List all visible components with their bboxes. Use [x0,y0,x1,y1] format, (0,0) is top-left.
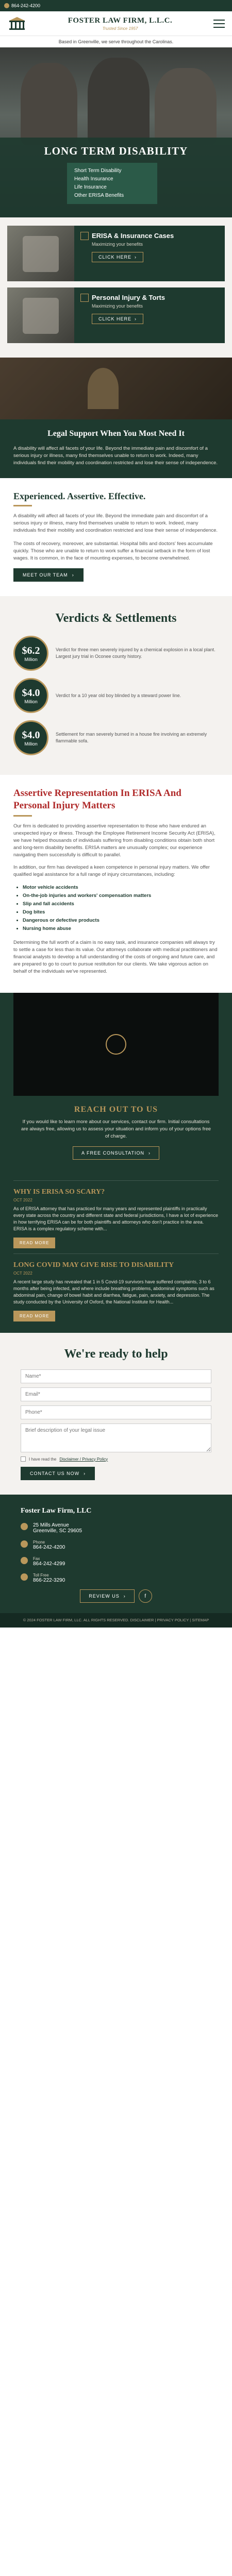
review-us-label: REVIEW US [89,1594,120,1599]
phone-label: Phone [33,1540,45,1545]
support-paragraph: A disability will affect all facets of your life. Beyond the immediate pain and discomfort of a serious injury or illness, many find themselves unable to return to work. Indeed, many individuals find their mobility and coordination restricted and lose their sense of independence. [13,446,218,466]
injury-type-item: • Nursing home abuse [23,925,219,933]
name-input[interactable] [21,1369,211,1383]
free-consultation-label: A FREE CONSULTATION [81,1150,144,1156]
contact-us-button[interactable] [21,1467,95,1480]
click-here-button[interactable] [92,314,143,324]
blog-posts-section [0,1170,232,1333]
address-line: Greenville, SC 29605 [33,1528,82,1534]
arrow-right-icon: › [135,255,137,260]
fax-label: Fax [33,1556,40,1561]
footer-phone [21,1540,211,1550]
representation-paragraph: Determining the full worth of a claim is no easy task, and insurance companies will always try to settle a case for less than its value. Our attorneys collaborate with medical practitioners and financial analysts to develop a full understanding of the costs of ongoing and future care, and are prepared to go to court to pursue restitution for our clients. We take vigorous action on behalf of the individuals we've represented. [13,940,218,974]
service-image [7,287,74,343]
message-input[interactable] [21,1423,211,1452]
click-here-button[interactable] [92,252,143,262]
footer-address [21,1522,211,1534]
meet-our-team-button[interactable] [13,568,84,582]
hero-section [0,47,232,217]
disclaimer-checkbox[interactable] [21,1456,26,1462]
hero-photo-person [155,68,217,145]
verdict-amount-badge [13,678,48,713]
phone-input[interactable] [21,1405,211,1419]
video-player[interactable] [13,993,219,1096]
verdict-amount-badge [13,636,48,671]
arrow-right-icon: › [148,1150,151,1156]
fax-number: 864-242-4299 [33,1561,65,1567]
phone-icon [21,1573,28,1581]
logo[interactable] [27,16,213,31]
review-us-button[interactable] [80,1589,135,1603]
disclaimer-link[interactable]: Disclaimer / Privacy Policy [59,1456,108,1462]
free-consultation-button[interactable] [73,1146,159,1160]
post-date: OCT 2022 [13,1271,32,1276]
post-excerpt: As of ERISA attorney that has practiced for many years and represented plaintiffs in practically every state across the country and different state and federal jurisdictions, I have a lot of experience in how terrifying ERISA can be for both plaintiffs and attorneys who don't practice in the area. ERISA is a complex regulatory scheme with... [13,1206,219,1231]
post-date: OCT 2022 [13,1198,32,1202]
representation-heading: Assertive Representation In ERISA And Personal Injury Matters [13,788,181,811]
scales-icon [80,294,89,302]
contact-form-section [0,1333,232,1495]
top-phone[interactable] [4,3,40,8]
legal-support-section [0,358,232,478]
injury-type-item: • Motor vehicle accidents [23,884,219,892]
divider [13,505,32,506]
disclaimer-checkbox-row [21,1456,211,1462]
reach-text: If you would like to learn more about our services, contact our firm. Initial consultations are always free, allowing us to assess your situation and inform you of your options free of charge. [21,1119,211,1139]
office-photo [0,358,232,419]
blog-post [13,1253,219,1321]
site-footer [0,1495,232,1613]
verdict-description: Verdict for three men severely injured by a chemical explosion in a local plant. Largest jury trial in Oconee county history. [56,647,216,659]
verdict-unit: Million [24,741,38,747]
support-heading: Legal Support When You Most Need It [47,429,185,438]
service-title: ERISA & Insurance Cases [92,232,174,240]
facebook-icon[interactable]: f [139,1589,152,1603]
form-heading: We're ready to help [64,1347,168,1361]
verdict-amount-badge [13,720,48,755]
toll-free-label: Toll Free [33,1573,49,1578]
top-phone-number[interactable]: 864-242-4200 [11,3,41,8]
phone-icon [4,3,9,8]
service-title: Personal Injury & Torts [92,294,165,301]
verdict-description: Verdict for a 10 year old boy blinded by a steward power line. [56,692,181,698]
post-title[interactable]: WHY IS ERISA SO SCARY? [13,1188,105,1196]
experienced-section [0,478,232,596]
firm-name: FOSTER LAW FIRM, L.L.C. [68,16,173,25]
hero-panel [0,138,232,217]
divider [13,815,32,817]
read-more-button[interactable]: READ MORE [13,1311,55,1321]
hero-title: LONG TERM DISABILITY [44,145,188,157]
arrow-right-icon: › [135,316,137,321]
location-pin-icon [21,1523,28,1530]
arrow-right-icon: › [123,1594,126,1599]
disclaimer-text: I have read the [29,1456,57,1462]
footer-fax [21,1556,211,1567]
verdict-amount: $6.2 [22,645,40,656]
post-excerpt: A recent large study has revealed that 1 in 5 Covid-19 survivors have suffered complaints, 3 to 6 months after being infected, and where include breathing problems, abdominal symptoms such as abdominal pain, change of bowel habit and diarrhea, fatigue, pain, anxiety, and depression. The study conducted by the University of Oxford, the National Institute for Health... [13,1279,214,1304]
hero-photo-person [21,63,77,145]
service-subtitle: Maximizing your benefits [92,242,143,247]
top-bar [0,0,232,11]
hero-list-item: Life Insurance [74,184,107,190]
menu-icon[interactable] [213,20,225,28]
click-here-label: CLICK HERE [98,316,132,321]
contact-us-label: CONTACT US NOW [30,1471,80,1476]
site-header [0,11,232,36]
footer-firm-name: Foster Law Firm, LLC [21,1507,92,1515]
verdict-amount: $4.0 [22,687,40,699]
reach-heading: REACH OUT TO US [74,1105,158,1114]
verdict-description: Settlement for man severely burned in a house fire involving an extremely flammable sofa. [56,732,207,743]
hero-list-item: Other ERISA Benefits [74,193,124,198]
representation-paragraph: In addition, our firm has developed a keen competence in personal injury matters. We offer qualified legal assistance for a full range of injury circumstances, including: [13,865,210,877]
toll-free-number-link[interactable]: 866-222-3290 [33,1578,65,1583]
footer-actions [21,1589,211,1603]
verdict-amount: $4.0 [22,729,40,741]
click-here-label: CLICK HERE [98,255,132,260]
verdict-item [13,678,219,713]
footer-toll-free [21,1573,211,1583]
experienced-paragraph: The costs of recovery, moreover, are substantial. Hospital bills and doctors' fees accumulate quickly. Those who are unable to return to work suffer a financial setback in the form of lost wages. It is common, in the face of mounting expenses, to become overwhelmed. [13,541,213,561]
experienced-heading: Experienced. Assertive. Effective. [13,491,146,501]
services-section [0,217,232,358]
reach-out-section [0,993,232,1170]
verdicts-section [0,596,232,775]
experienced-paragraph: A disability will affect all facets of your life. Beyond the immediate pain and discomfort of a serious injury or illness, many find themselves unable to return to work. Indeed, many individuals find their mobility and coordination restricted and lose their sense of independence. [13,513,218,533]
service-subtitle: Maximizing your benefits [92,303,143,309]
hero-list-item: Health Insurance [74,176,113,182]
representation-paragraph: Our firm is dedicated to providing assertive representation to those who have endured an unexpected injury or illness. Through the Employee Retirement Income Security Act (ERISA), we have helped thousands of individuals suffering from disabling conditions obtain both short and long-term disability benefits. ERISA matters are unusually complex; our experience navigating them successfully is difficult to parallel. [13,823,216,858]
injury-type-item: • Dangerous or defective products [23,917,219,925]
verdict-item [13,720,219,755]
logo-mark-icon[interactable] [7,16,27,31]
fax-icon [21,1557,28,1564]
hero-photo-person [88,58,150,145]
injury-type-item: • Dog bites [23,908,219,917]
address-line: 25 Mills Avenue [33,1522,69,1528]
meet-our-team-label: MEET OUR TEAM [23,572,68,578]
verdicts-heading: Verdicts & Settlements [55,612,177,625]
blog-post [13,1180,219,1248]
document-icon [80,232,89,240]
hero-list [67,163,157,204]
firm-tagline: Trusted Since 1957 [102,26,138,31]
arrow-right-icon: › [84,1471,86,1476]
injury-type-item: • On-the-job injuries and workers' compensation matters [23,892,219,900]
injury-type-item: • Slip and fall accidents [23,900,219,908]
verdict-item [13,636,219,671]
service-card-erisa[interactable] [7,226,225,281]
phone-icon [21,1540,28,1548]
email-input[interactable] [21,1387,211,1401]
verdict-unit: Million [24,656,38,662]
arrow-right-icon: › [72,572,74,578]
read-more-button[interactable]: READ MORE [13,1238,55,1248]
phone-number-link[interactable]: 864-242-4200 [33,1545,65,1550]
service-card-personal-injury[interactable] [7,287,225,343]
copyright: © 2024 FOSTER LAW FIRM, LLC. ALL RIGHTS RESERVED. DISCLAIMER | PRIVACY POLICY | SITEMAP [0,1613,232,1628]
service-image [7,226,74,281]
verdict-unit: Million [24,699,38,704]
representation-section [0,775,232,993]
location-notice: Based in Greenville, we serve throughout the Carolinas. [0,36,232,47]
injury-types-list [23,884,219,933]
hero-list-item: Short Term Disability [74,168,122,174]
post-title[interactable]: LONG COVID MAY GIVE RISE TO DISABILITY [13,1261,174,1269]
play-icon[interactable] [106,1034,126,1055]
